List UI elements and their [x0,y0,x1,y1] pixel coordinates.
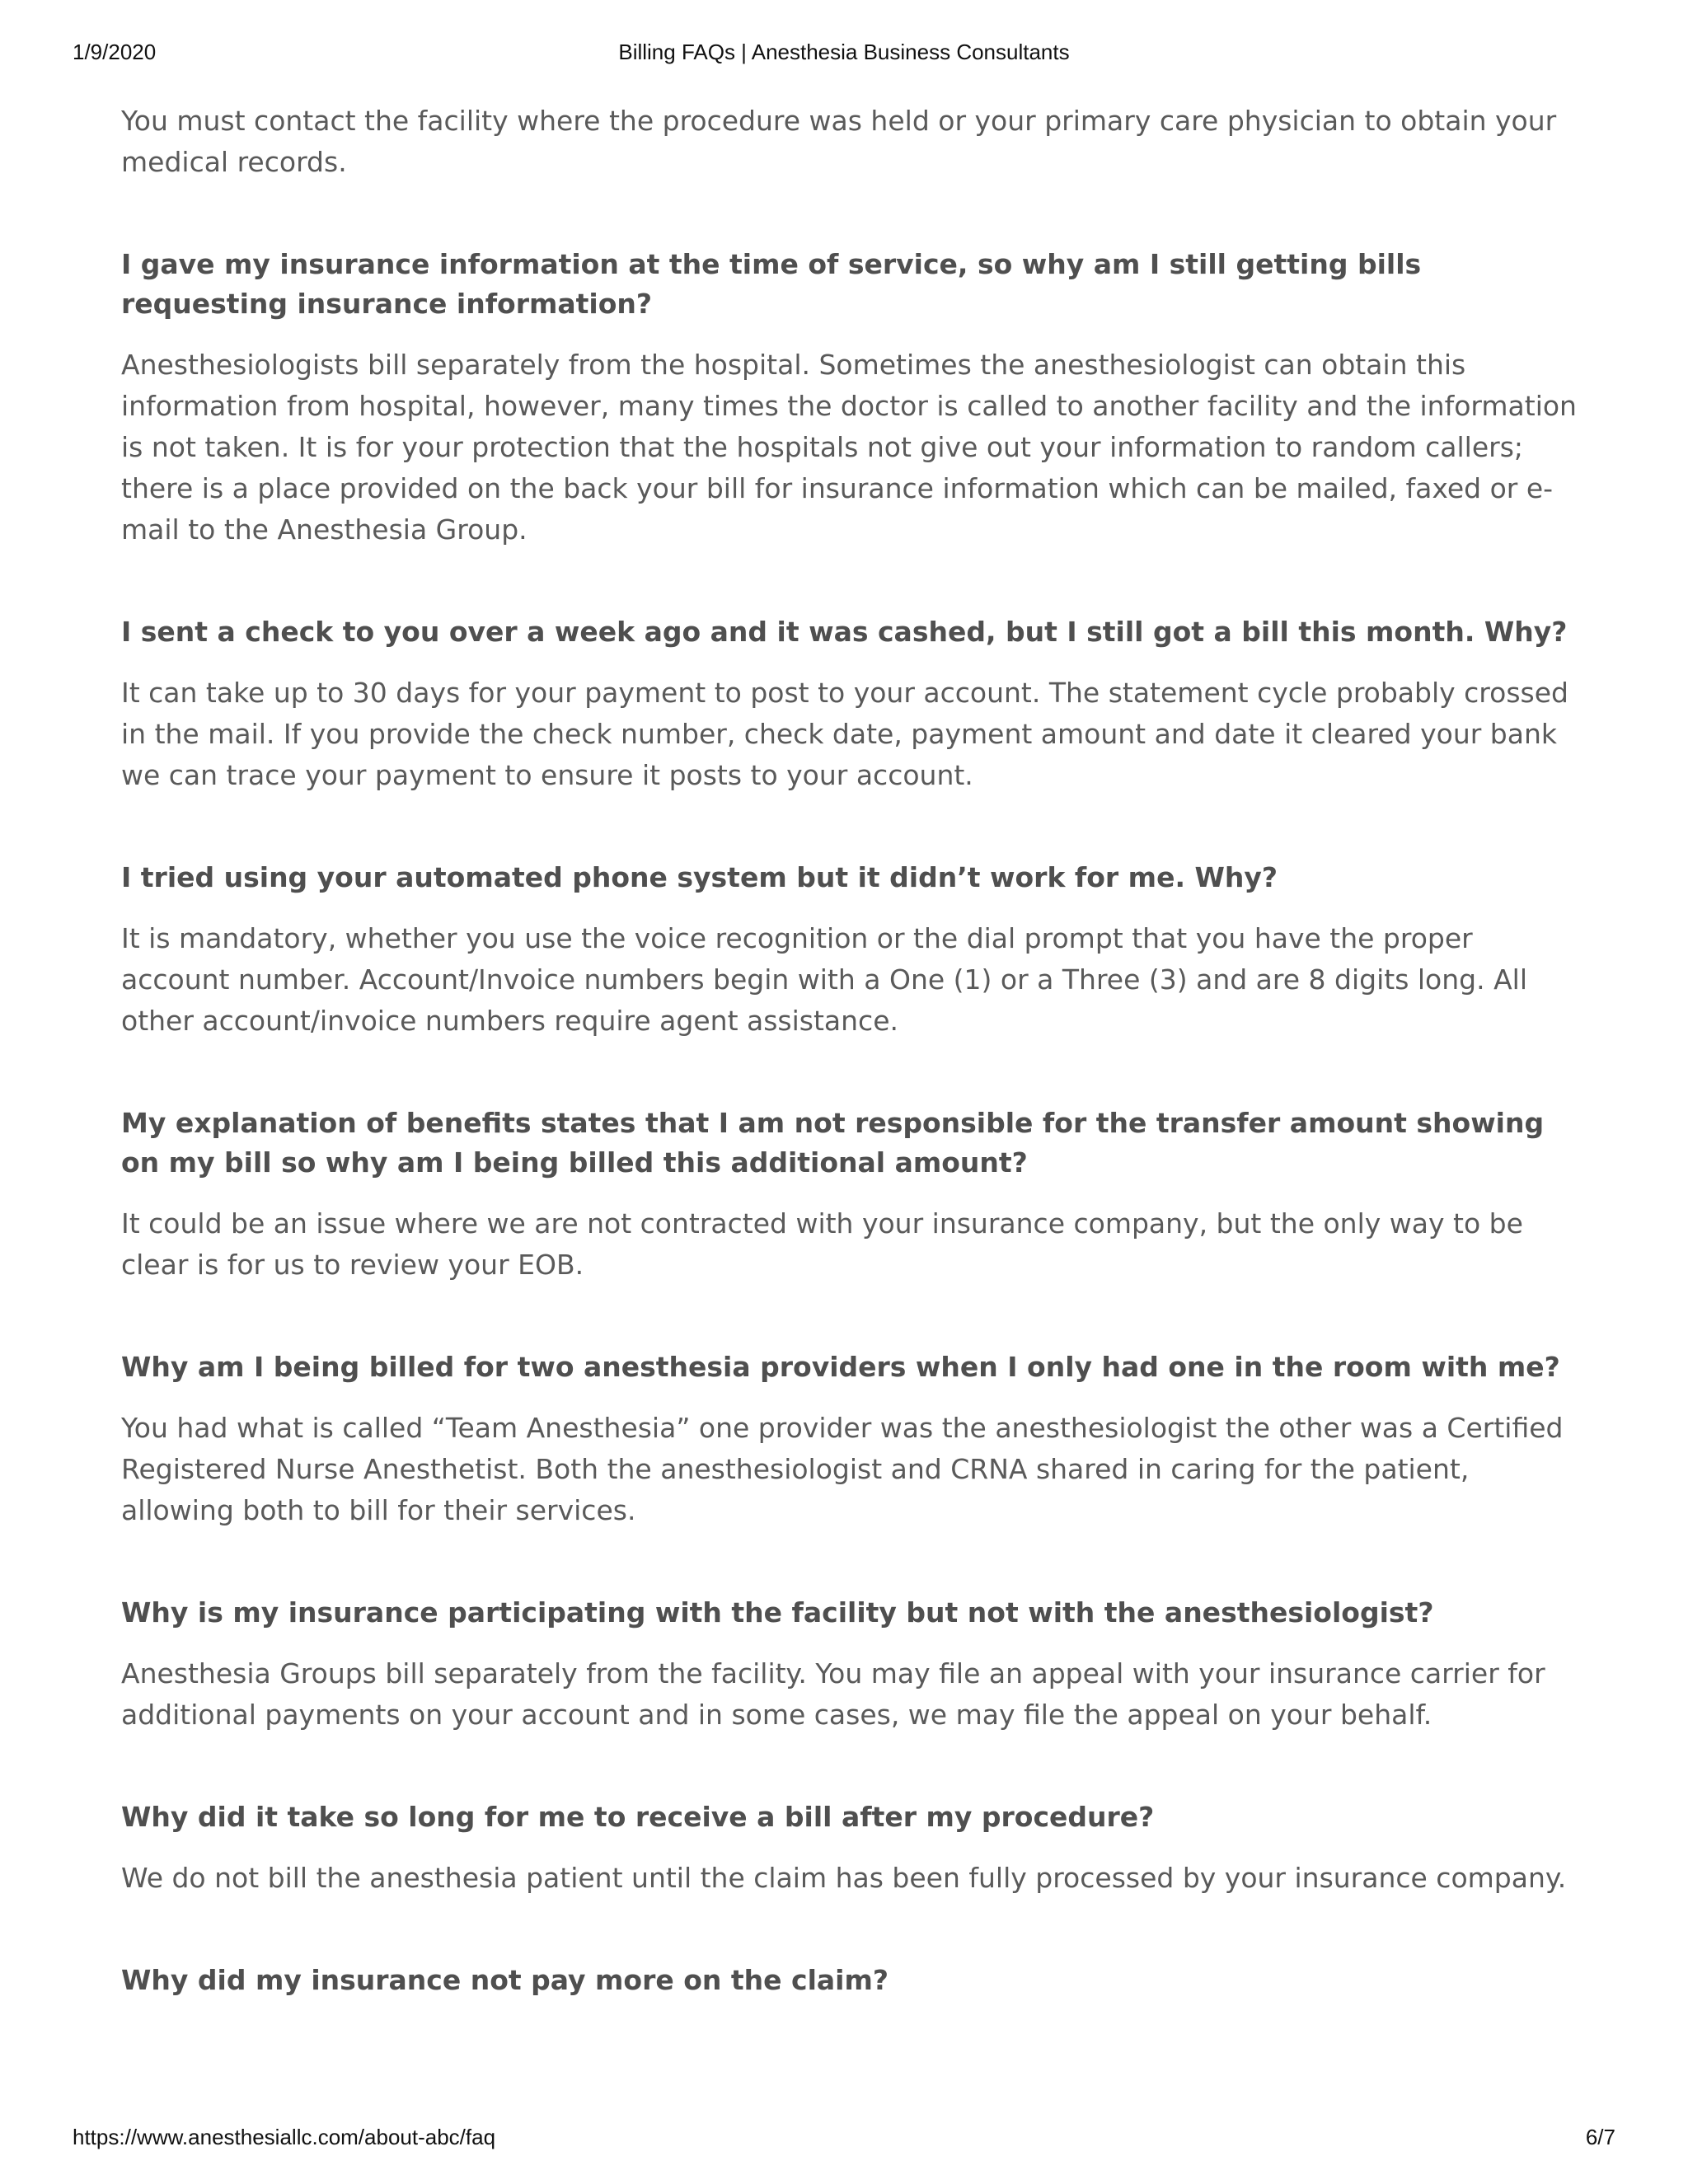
faq-question: Why did my insurance not pay more on the claim? [121,1964,889,1996]
faq-answer: Anesthesiologists bill separately from the hospital. Sometimes the anesthesiologist can obtain this information from hospital, however, many times the doctor is called to another facility and the information is not taken. It is for your protection that the hospitals not give out your information to random callers; there is a place provided on the back your bill for insurance information which can be mailed, faxed or e-mail to the Anesthesia Group. [121,349,1577,546]
print-date: 1/9/2020 [73,40,157,64]
faq-answer: It can take up to 30 days for your payment to post to your account. The statement cycle probably crossed in the mail. If you provide the check number, check date, payment amount and date it cleared your bank we can trace your payment to ensure it posts to your account. [121,677,1568,791]
faq-question: I sent a check to you over a week ago and it was cashed, but I still got a bill this month. Why? [121,616,1568,648]
faq-answer: You had what is called “Team Anesthesia” one provider was the anesthesiologist the other was a Certified Registered Nurse Anesthetist. Both the anesthesiologist and CRNA shared in caring for the patient, allowing both to bill for their services. [121,1412,1564,1526]
faq-answer: Anesthesia Groups bill separately from the facility. You may file an appeal with your insurance carrier for additional payments on your account and in some cases, we may file the appeal on your behalf. [121,1657,1545,1731]
faq-answer: It is mandatory, whether you use the voice recognition or the dial prompt that you have the proper account number. Account/Invoice numbers begin with a One (1) or a Three (3) and are 8 digits long. All other account/invoice numbers require agent assistance. [121,922,1527,1037]
faq-item [121,1104,1580,1286]
print-footer [73,2125,1615,2154]
faq-answer: It could be an issue where we are not contracted with your insurance company, but the only way to be clear is for us to review your EOB. [121,1207,1523,1281]
faq-question: Why did it take so long for me to receive a bill after my procedure? [121,1801,1155,1833]
faq-item [121,245,1580,551]
faq-item [121,1593,1580,1736]
faq-question: I gave my insurance information at the time of service, so why am I still getting bills requesting insurance information? [121,248,1422,320]
faq-question: I tried using your automated phone system but it didn’t work for me. Why? [121,861,1278,893]
faq-question: Why is my insurance participating with the facility but not with the anesthesiologist? [121,1596,1434,1629]
faq-answer-intro: You must contact the facility where the procedure was held or your primary care physician to obtain your medical records. [121,105,1557,178]
faq-item [121,1797,1580,1899]
print-header [73,40,1615,69]
page-number: 6/7 [1585,2125,1615,2149]
faq-item [121,858,1580,1042]
faq-content [121,101,1580,2000]
print-page-title: Billing FAQs | Anesthesia Business Consultants [618,40,1070,64]
faq-question: Why am I being billed for two anesthesia providers when I only had one in the room with me? [121,1351,1560,1383]
faq-question: My explanation of benefits states that I am not responsible for the transfer amount showing on my bill so why am I being billed this additional amount? [121,1107,1545,1179]
faq-answer: We do not bill the anesthesia patient until the claim has been fully processed by your insurance company. [121,1862,1567,1894]
faq-item [121,1347,1580,1531]
faq-item [121,612,1580,796]
print-url: https://www.anesthesiallc.com/about-abc/faq [73,2125,496,2149]
faq-item [121,1961,1580,2000]
